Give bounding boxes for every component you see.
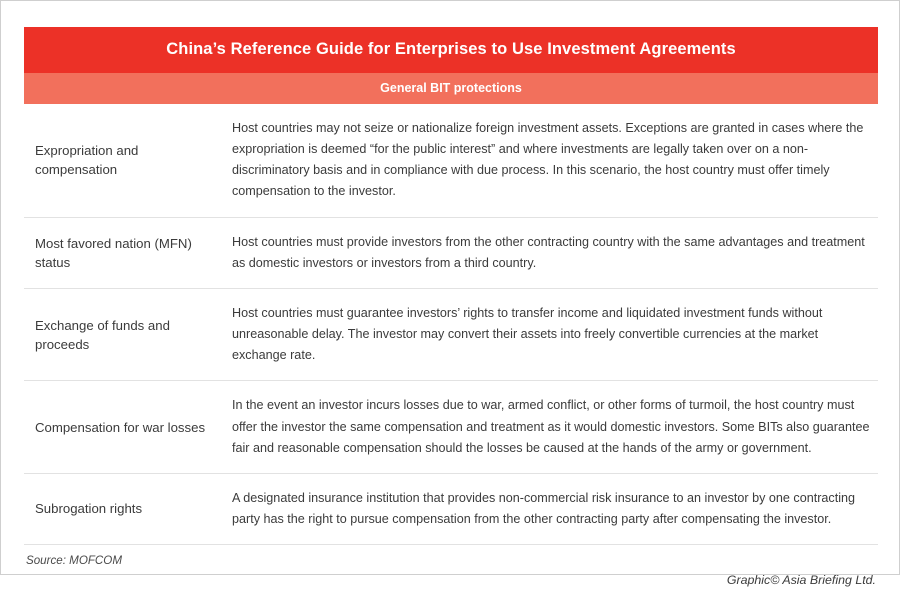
protection-description: Host countries may not seize or nationalize foreign investment assets. Exceptions are granted in cases where the expropriation is deemed “for the public interest” and where investments are legally taken over on a non-discriminatory basis and in compliance with due process. In this scenario, the host country must offer timely compensation to the investor. — [232, 121, 864, 199]
protection-term: Most favored nation (MFN) status — [35, 235, 192, 270]
graphic-credit: Graphic© Asia Briefing Ltd. — [726, 573, 876, 588]
table-row — [24, 288, 878, 380]
table-row — [24, 473, 878, 544]
protection-term: Expropriation and compensation — [35, 143, 139, 178]
table-row — [24, 104, 878, 217]
section-subtitle: General BIT protections — [24, 73, 878, 104]
protection-term: Compensation for war losses — [35, 419, 206, 435]
footer — [24, 554, 878, 594]
protection-term: Subrogation rights — [35, 501, 143, 517]
table-row — [24, 381, 878, 473]
protection-description: In the event an investor incurs losses due to war, armed conflict, or other forms of turmoil, the host country must offer the investor the same compensation and treatment as it would domestic investors. Some BITs also guarantee fair and reasonable compensation should the losses be caused at the hands of the army or government. — [232, 398, 870, 455]
page-title: China’s Reference Guide for Enterprises to Use Investment Agreements — [24, 27, 878, 73]
source-note: Source: MOFCOM — [26, 554, 122, 568]
bit-protections-table — [24, 104, 878, 545]
protection-description: Host countries must guarantee investors’ rights to transfer income and liquidated investment funds without unreasonable delay. The investor may convert their assets into freely convertible currencies at the market exchange rate. — [232, 305, 823, 363]
infographic-content — [24, 27, 878, 594]
protection-term: Exchange of funds and proceeds — [35, 317, 170, 352]
protection-description: A designated insurance institution that provides non-commercial risk insurance to an investor by one contracting party has the right to pursue compensation from the other contracting party after compensating the investor. — [232, 490, 856, 527]
protection-description: Host countries must provide investors from the other contracting country with the same advantages and treatment as domestic investors or investors from a third country. — [232, 234, 865, 270]
table-row — [24, 217, 878, 288]
